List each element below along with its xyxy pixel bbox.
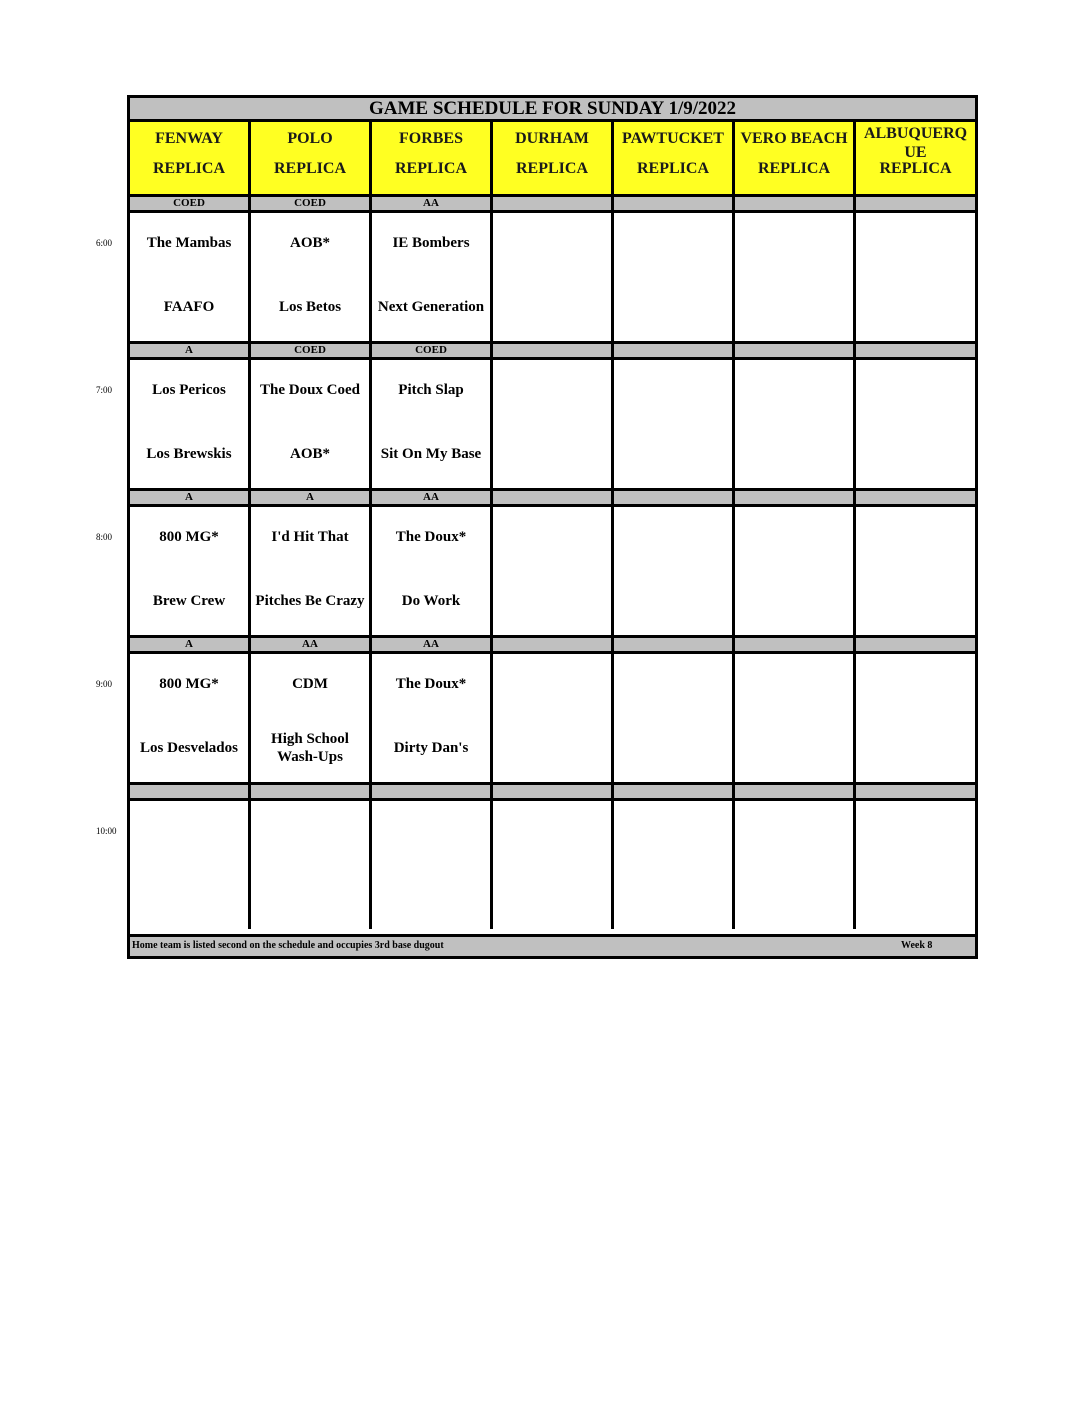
- field-name: ALBUQUERQUE: [863, 125, 968, 161]
- game-cell: [372, 654, 493, 782]
- game-cell: [856, 654, 975, 782]
- game-cell: [856, 801, 975, 929]
- game-cell: [614, 801, 735, 929]
- game-cell: [251, 654, 372, 782]
- away-team: The Doux*: [395, 676, 467, 692]
- division-label: COED: [372, 341, 493, 360]
- field-type: REPLICA: [273, 160, 346, 177]
- game-cell: [735, 507, 856, 635]
- game-cell: [735, 360, 856, 488]
- division-label: COED: [251, 194, 372, 213]
- field-name: DURHAM: [515, 130, 589, 147]
- game-cell: [614, 507, 735, 635]
- game-cell: [130, 654, 251, 782]
- game-cell: [251, 801, 372, 929]
- game-cell: [856, 507, 975, 635]
- field-name: PAWTUCKET: [622, 130, 724, 147]
- division-label: [372, 782, 493, 801]
- division-label: [614, 341, 735, 360]
- home-team: Brew Crew: [152, 593, 226, 609]
- field-type: REPLICA: [757, 160, 830, 177]
- division-label: A: [130, 341, 251, 360]
- division-label: [856, 194, 975, 213]
- field-name: FORBES: [398, 130, 463, 147]
- division-label: [735, 782, 856, 801]
- game-cell: [251, 360, 372, 488]
- away-team: CDM: [292, 676, 328, 692]
- division-label: AA: [372, 488, 493, 507]
- game-cell: [493, 213, 614, 341]
- away-team: The Doux*: [395, 529, 467, 545]
- field-type: REPLICA: [394, 160, 467, 177]
- game-cell: [130, 507, 251, 635]
- home-team: Pitches Be Crazy: [255, 593, 365, 609]
- division-label: COED: [130, 194, 251, 213]
- time-label: 10:00: [96, 826, 117, 836]
- game-cell: [493, 360, 614, 488]
- field-name: FENWAY: [155, 130, 223, 147]
- away-team: The Doux Coed: [259, 382, 360, 398]
- game-cell: [614, 654, 735, 782]
- division-label: [856, 341, 975, 360]
- home-team: Next Generation: [377, 299, 485, 315]
- away-team: I'd Hit That: [271, 529, 349, 545]
- field-header-5: [735, 122, 856, 197]
- division-label: [735, 341, 856, 360]
- away-team: IE Bombers: [392, 235, 470, 251]
- field-header-4: [614, 122, 735, 197]
- field-type: REPLICA: [152, 160, 225, 177]
- home-team: Los Desvelados: [140, 740, 238, 756]
- division-label: [735, 635, 856, 654]
- away-team: AOB*: [289, 235, 330, 251]
- home-team: Los Betos: [278, 299, 342, 315]
- schedule-title: GAME SCHEDULE FOR SUNDAY 1/9/2022: [130, 98, 975, 122]
- home-team: Dirty Dan's: [393, 740, 469, 756]
- division-label: [251, 782, 372, 801]
- schedule-footer: [130, 934, 975, 956]
- division-label: [735, 488, 856, 507]
- time-label: 7:00: [96, 385, 113, 395]
- division-label: [614, 635, 735, 654]
- game-cell: [251, 213, 372, 341]
- home-team: FAAFO: [163, 299, 215, 315]
- division-label: A: [130, 635, 251, 654]
- division-label: [614, 194, 735, 213]
- game-cell: [372, 801, 493, 929]
- field-type: REPLICA: [515, 160, 588, 177]
- division-label: [856, 635, 975, 654]
- division-label: [856, 488, 975, 507]
- game-cell: [856, 360, 975, 488]
- game-cell: [493, 801, 614, 929]
- week-label: Week 8: [901, 940, 933, 951]
- home-team: Sit On My Base: [380, 446, 482, 462]
- field-header-0: [130, 122, 251, 197]
- away-team: The Mambas: [146, 235, 232, 251]
- game-cell: [372, 507, 493, 635]
- home-team: High School Wash-Ups: [271, 731, 349, 765]
- division-label: [493, 782, 614, 801]
- division-label: [493, 341, 614, 360]
- field-type: REPLICA: [879, 160, 952, 177]
- away-team: Los Pericos: [152, 382, 226, 398]
- time-label: 9:00: [96, 679, 113, 689]
- division-label: [614, 488, 735, 507]
- field-header-2: [372, 122, 493, 197]
- home-team: AOB*: [289, 446, 330, 462]
- division-label: [493, 488, 614, 507]
- division-label: [856, 782, 975, 801]
- division-label: [130, 782, 251, 801]
- footer-note: Home team is listed second on the schedule and occupies 3rd base dugout: [132, 940, 444, 951]
- division-label: [493, 194, 614, 213]
- field-header-3: [493, 122, 614, 197]
- field-header-1: [251, 122, 372, 197]
- time-label: 8:00: [96, 532, 113, 542]
- division-label: COED: [251, 341, 372, 360]
- game-cell: [735, 801, 856, 929]
- game-cell: [372, 360, 493, 488]
- game-cell: [614, 360, 735, 488]
- game-cell: [493, 507, 614, 635]
- game-cell: [251, 507, 372, 635]
- game-cell: [856, 213, 975, 341]
- field-header-6: [856, 122, 975, 197]
- division-label: A: [251, 488, 372, 507]
- game-cell: [614, 213, 735, 341]
- time-label: 6:00: [96, 238, 113, 248]
- game-cell: [130, 360, 251, 488]
- game-cell: [372, 213, 493, 341]
- away-team: 800 MG*: [159, 676, 219, 692]
- field-name: POLO: [287, 130, 333, 147]
- division-label: [614, 782, 735, 801]
- away-team: Pitch Slap: [398, 382, 464, 398]
- field-name: VERO BEACH: [740, 130, 848, 147]
- away-team: 800 MG*: [159, 529, 219, 545]
- game-cell: [130, 213, 251, 341]
- division-label: [493, 635, 614, 654]
- home-team: Do Work: [401, 593, 461, 609]
- game-cell: [493, 654, 614, 782]
- game-cell: [735, 654, 856, 782]
- schedule-sheet: [127, 95, 978, 959]
- division-label: AA: [372, 194, 493, 213]
- division-label: AA: [251, 635, 372, 654]
- home-team: Los Brewskis: [146, 446, 232, 462]
- division-label: A: [130, 488, 251, 507]
- division-label: [735, 194, 856, 213]
- field-type: REPLICA: [636, 160, 709, 177]
- game-cell: [735, 213, 856, 341]
- division-label: AA: [372, 635, 493, 654]
- game-cell: [130, 801, 251, 929]
